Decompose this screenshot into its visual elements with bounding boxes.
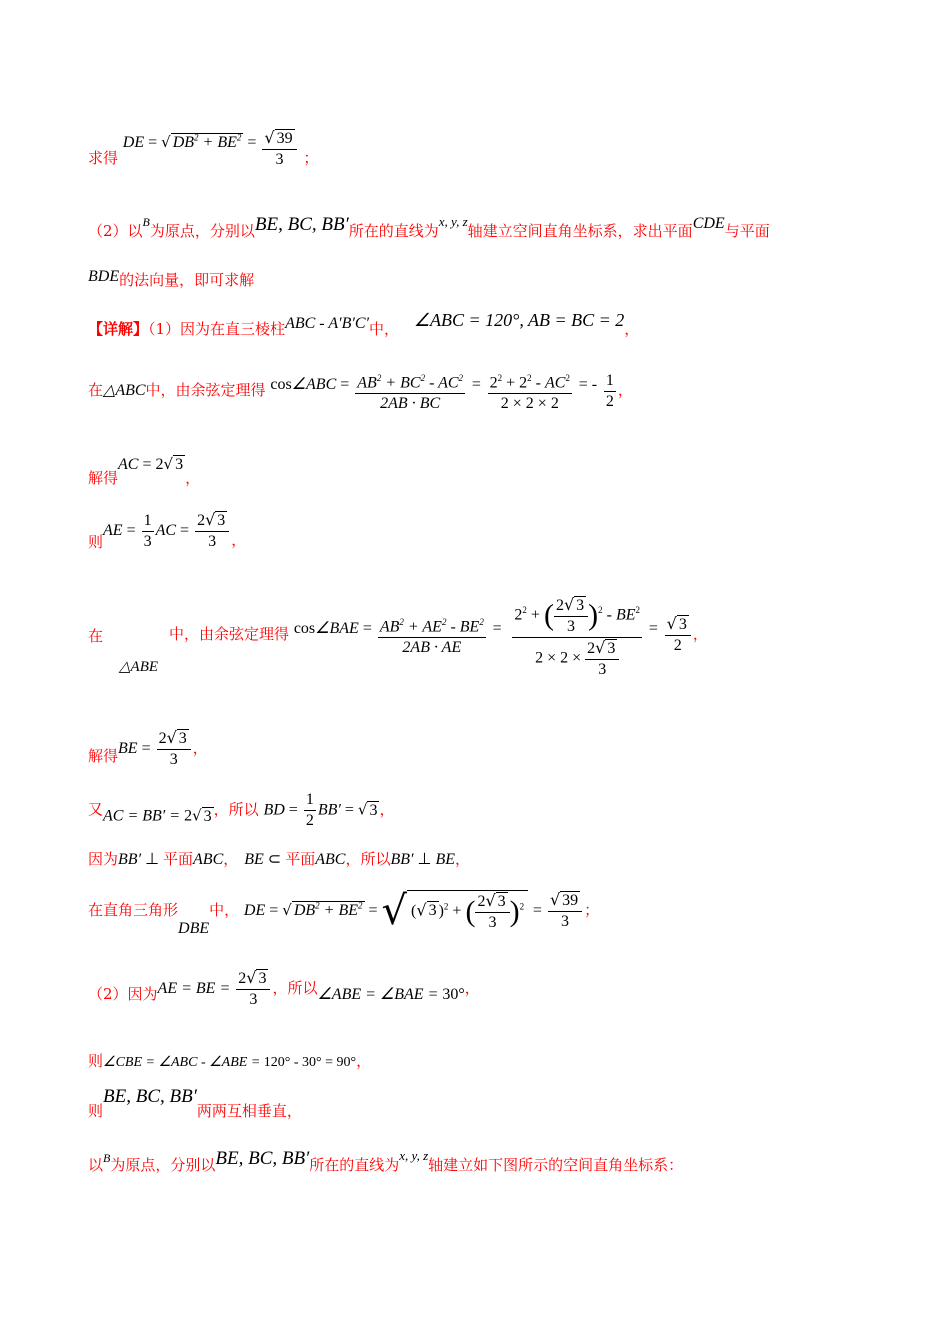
- angles-line: （2）因为AE = BE = $\frac{2√ 3}{3}$ ，所以∠ABE = ∠BAE = 30°，: [88, 968, 480, 1008]
- part2-hint-line-2: BDE的法向量，即可求解: [88, 268, 255, 289]
- line-text: 求得: [88, 149, 119, 167]
- angle-cbe-line: 则∠CBE = ∠ABC - ∠ABE = 120° - 30° = 90°，: [88, 1052, 372, 1070]
- solution-header-line: 【详解】（1）因为在直三棱柱ABC - A′B′C′中， ∠ABC = 120°, AB = BC = 2，: [88, 310, 640, 338]
- right-triangle-line: 在直角三角形DBE中， DE = √ $DB^2 + BE^2$ = √ (√ 3 )$^2$ + ( $\frac{2√ 3}{3}$ )$^2$ = $\frac{√ 39}{3}$ ；: [88, 888, 600, 937]
- ae-line: 则AE = $\frac{1}{3}$ AC = $\frac{2√ 3}{3}$ ，: [88, 510, 247, 551]
- solve-be-line: 解得BE = $\frac{2√ 3}{3}$ ，: [88, 728, 208, 768]
- solve-ac-line: 解得AC = 2√ 3，: [88, 455, 201, 487]
- bd-line: 又AC = BB′ = 2√ 3 ，所以 BD = $\frac{1}{2}$ BB′ = √ 3 ，: [88, 791, 395, 829]
- cosine-abc-line: 在△ABC中，由余弦定理得 cos∠ABC = $\frac{AB^2 + BC^2 - AC^2}{2AB \cdot BC}$ = $\frac{2^2 + 2^2 - AC^2}{2 \times 2 \times 2}$ = - $\frac{1}{2}$ ，: [88, 368, 633, 414]
- perpendicular-line: 因为BB′ ⊥ 平面ABC， BE ⊂ 平面ABC，所以BB′ ⊥ BE，: [88, 850, 470, 868]
- result-de-line: 求得 DE = √ $DB^2 + BE^2$ = $\frac{√ 39}{3}$ ；: [88, 128, 319, 168]
- coordinate-system-line: 以$^B$为原点，分别以BE, BC, BB′所在的直线为x, y, z轴建立如下图所示的空间直角坐标系：: [88, 1148, 684, 1174]
- solution-label: 【详解】: [88, 320, 149, 338]
- part2-hint-line: （2）以$^B$为原点，分别以BE, BC, BB′所在的直线为x, y, z轴建立空间直角坐标系，求出平面CDE与平面: [88, 214, 770, 240]
- mutually-perpendicular-line: 则BE, BC, BB′两两互相垂直，: [88, 1086, 302, 1120]
- cosine-bae-line: 在△ABE中，由余弦定理得 cos∠BAE = $\frac{AB^2 + AE^2 - BE^2}{2AB \cdot AE}$ = $2^2$ + ( $\frac{2√ 3}{3}$ )$^2 - BE^2$ 2 × 2 × $\frac{2√ 3}{3}$ = $\frac{√ 3}{2}$ ，: [88, 590, 708, 680]
